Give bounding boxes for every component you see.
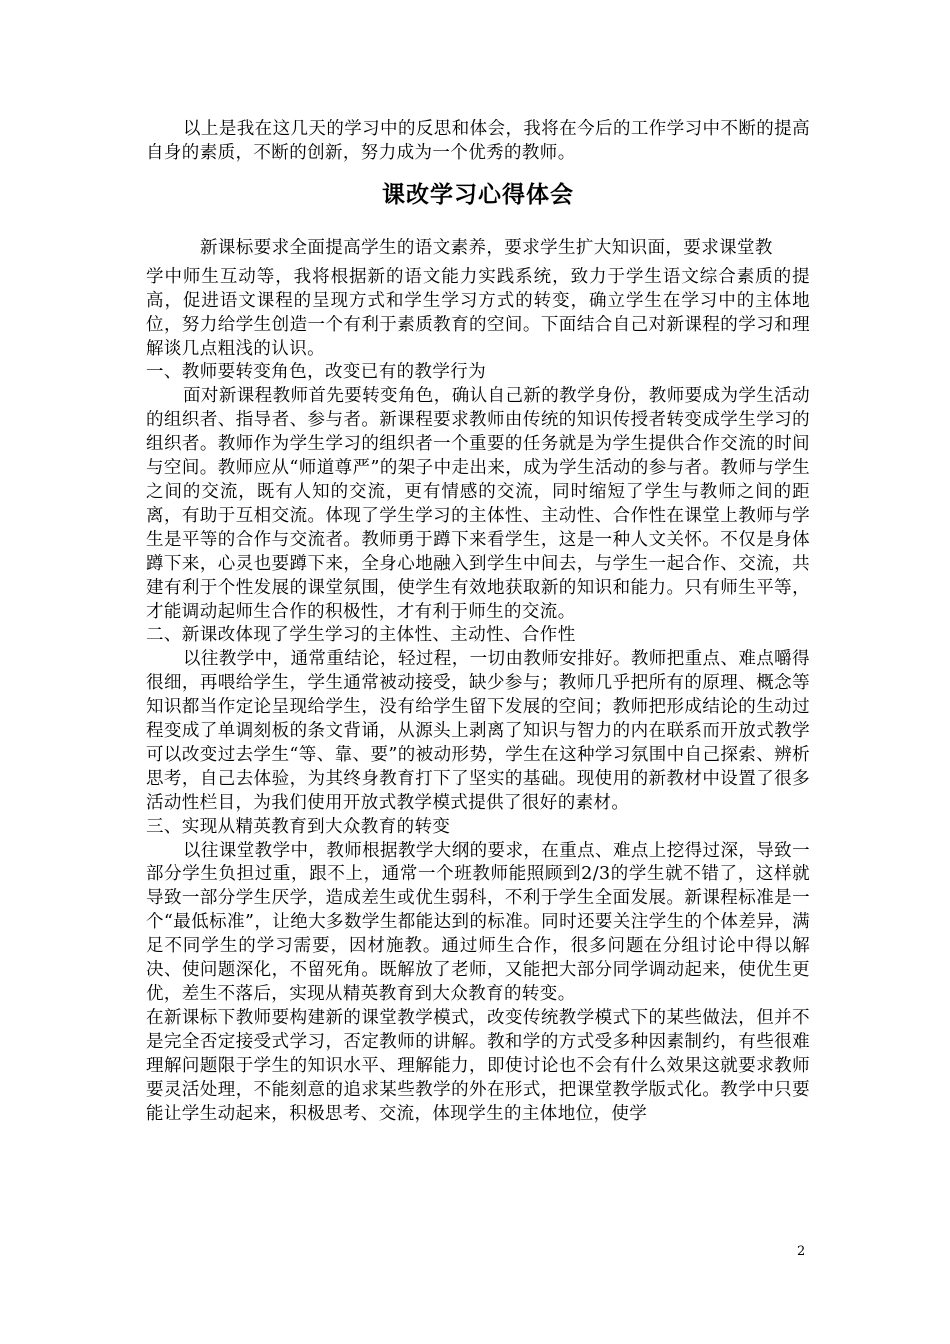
intro-first-line: 新课标要求全面提高学生的语文素养，要求学生扩大知识面，要求课堂教: [200, 237, 773, 258]
section-body-2: 以往教学中，通常重结论，轻过程，一切由教师安排好。教师把重点、难点嚼得很细，再喂给学生，学生通常被动接受，缺少参与；教师几乎把所有的原理、概念等知识都当作定论呈现给学生，没有给学生留下发展的空间；教师把形成结论的生动过程变成了单调刻板的条文背诵，从源头上剥离了知识与智力的内在联系而开放式教学可以改变过去学生“等、靠、要”的被动形势，学生在这种学习氛围中自己探索、辨析思考，自己去体验，为其终身教育打下了坚实的基础。现使用的新教材中设置了很多活动性栏目，为我们使用开放式教学模式提供了很好的素材。: [146, 649, 810, 813]
final-paragraph: 在新课标下教师要构建新的课堂教学模式，改变传统教学模式下的某些做法，但并不是完全否定接受式学习，否定教师的讲解。教和学的方式受多种因素制约，有些很难理解问题限于学生的知识水平、理解能力，即使讨论也不会有什么效果这就要求教师要灵活处理，不能刻意的追求某些教学的外在形式，把课堂教学版式化。教学中只要能让学生动起来，积极思考、交流，体现学生的主体地位，使学: [146, 1007, 810, 1124]
section-heading-2: 二、新课改体现了学生学习的主体性、主动性、合作性: [146, 625, 576, 646]
page-number: 2: [797, 1244, 806, 1259]
document-title: 课改学习心得体会: [382, 181, 574, 208]
section-heading-1: 一、教师要转变角色，改变已有的教学行为: [146, 362, 487, 383]
section-body-1: 面对新课程教师首先要转变角色，确认自己新的教学身份，教师要成为学生活动的组织者、指导者、参与者。新课程要求教师由传统的知识传授者转变成学生学习的组织者。教师作为学生学习的组织者一个重要的任务就是为学生提供合作交流的时间与空间。教师应从“师道尊严”的架子中走出来，成为学生活动的参与者。教师与学生之间的交流，既有人知的交流，更有情感的交流，同时缩短了学生与教师之间的距离，有助于互相交流。体现了学生学习的主体性、主动性、合作性在课堂上教师与学生是平等的合作与交流者。教师勇于蹲下来看学生，这是一种人文关怀。不仅是身体蹲下来，心灵也要蹲下来，全身心地融入到学生中间去，与学生一起合作、交流，共建有利于个性发展的课堂氛围，使学生有效地获取新的知识和能力。只有师生平等，才能调动起师生合作的积极性，才有利于师生的交流。: [146, 386, 810, 622]
intro-paragraph: 学中师生互动等，我将根据新的语文能力实践系统，致力于学生语文综合素质的提高，促进语文课程的呈现方式和学生学习方式的转变，确立学生在学习中的主体地位，努力给学生创造一个有利于素质教育的空间。下面结合自己对新课程的学习和理解谈几点粗浅的认识。: [146, 266, 810, 359]
page-content: [146, 118, 810, 1126]
section-heading-3: 三、实现从精英教育到大众教育的转变: [146, 816, 451, 837]
closing-paragraph: 以上是我在这几天的学习中的反思和体会，我将在今后的工作学习中不断的提高自身的素质，不断的创新，努力成为一个优秀的教师。: [146, 119, 810, 163]
section-body-3: 以往课堂教学中，教师根据教学大纲的要求，在重点、难点上挖得过深，导致一部分学生负担过重，跟不上，通常一个班教师能照顾到2/3的学生就不错了，这样就导致一部分学生厌学，造成差生或优生弱科，不利于学生全面发展。新课程标准是一个“最低标准”，让绝大多数学生都能达到的标准。同时还要关注学生的个体差异，满足不同学生的学习需要，因材施教。通过师生合作，很多问题在分组讨论中得以解决、使问题深化，不留死角。既解放了老师，又能把大部分同学调动起来，使优生更优，差生不落后，实现从精英教育到大众教育的转变。: [146, 840, 810, 1004]
